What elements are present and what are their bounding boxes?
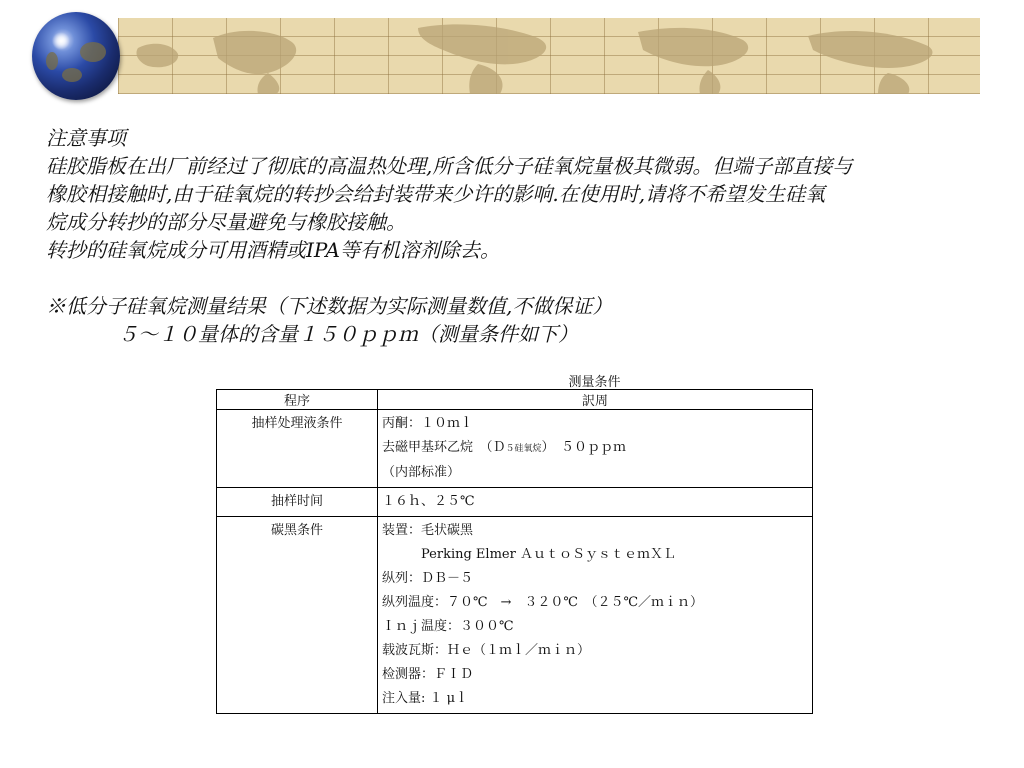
notice-heading: 注意事项 (46, 126, 126, 150)
table-caption: 测量条件 (568, 375, 621, 390)
world-map-graphic (118, 18, 980, 94)
detail-line: 纵列：ＤＢ－５ (382, 571, 474, 586)
column-header-details: 訳周 (378, 390, 813, 410)
detail-line: １６ｈ、２５℃ (382, 494, 475, 509)
notice-line: 硅胶脂板在出厂前经过了彻底的高温热处理,所含低分子硅氧烷量极其微弱。但端子部直接与 (46, 154, 853, 178)
result-title: ※低分子硅氧烷测量结果（下述数据为实际测量数值,不做保证） (46, 294, 613, 318)
row-label: 抽样处理液条件 (217, 410, 378, 488)
detail-line: 装置：毛状碳黑 (382, 523, 474, 538)
row-details (378, 410, 813, 488)
table-header-row (217, 390, 813, 410)
detail-line: 纵列温度：７０℃ → ３２０℃ （２５℃／ｍｉｎ） (382, 595, 704, 610)
detail-line: （内部标准） (382, 465, 461, 480)
row-label: 抽样时间 (217, 488, 378, 517)
result-value: ５～１０量体的含量１５０ｐｐｍ（测量条件如下） (118, 322, 578, 346)
detail-line: Perking Elmer ＡｕｔｏＳｙｓｔｅｍＸＬ (382, 547, 676, 562)
row-details (378, 517, 813, 714)
notice-line: 橡胶相接触时,由于硅氧烷的转抄会给封装带来少许的影响.在使用时,请将不希望发生硅氧 (46, 182, 826, 206)
table-row (217, 488, 813, 517)
detail-line: 注入量: １ μｌ (382, 691, 469, 706)
detail-line: 丙酮：１０ｍｌ (382, 416, 474, 431)
column-header-procedure: 程序 (217, 390, 378, 410)
detail-line: 载波瓦斯：Ｈｅ（１ｍｌ／ｍｉｎ） (382, 643, 591, 658)
globe-logo (32, 12, 120, 100)
notice-line: 烷成分转抄的部分尽量避免与橡胶接触。 (46, 210, 406, 234)
row-label: 碳黑条件 (217, 517, 378, 714)
detail-line: 检测器：ＦＩＤ (382, 667, 474, 682)
table-row (217, 410, 813, 488)
detail-line: 去磁甲基环乙烷 （Ｄ５硅氧烷） ５０ｐｐｍ (382, 440, 627, 455)
subscript: ５硅氧烷 (505, 444, 542, 454)
row-details (378, 488, 813, 517)
notice-section (46, 124, 976, 348)
detail-line: Ｉｎｊ温度：３００℃ (382, 619, 514, 634)
measurement-conditions-table (216, 389, 813, 714)
notice-line: 转抄的硅氧烷成分可用酒精或IPA等有机溶剂除去。 (46, 238, 500, 262)
world-map-banner (118, 18, 980, 94)
table-row (217, 517, 813, 714)
